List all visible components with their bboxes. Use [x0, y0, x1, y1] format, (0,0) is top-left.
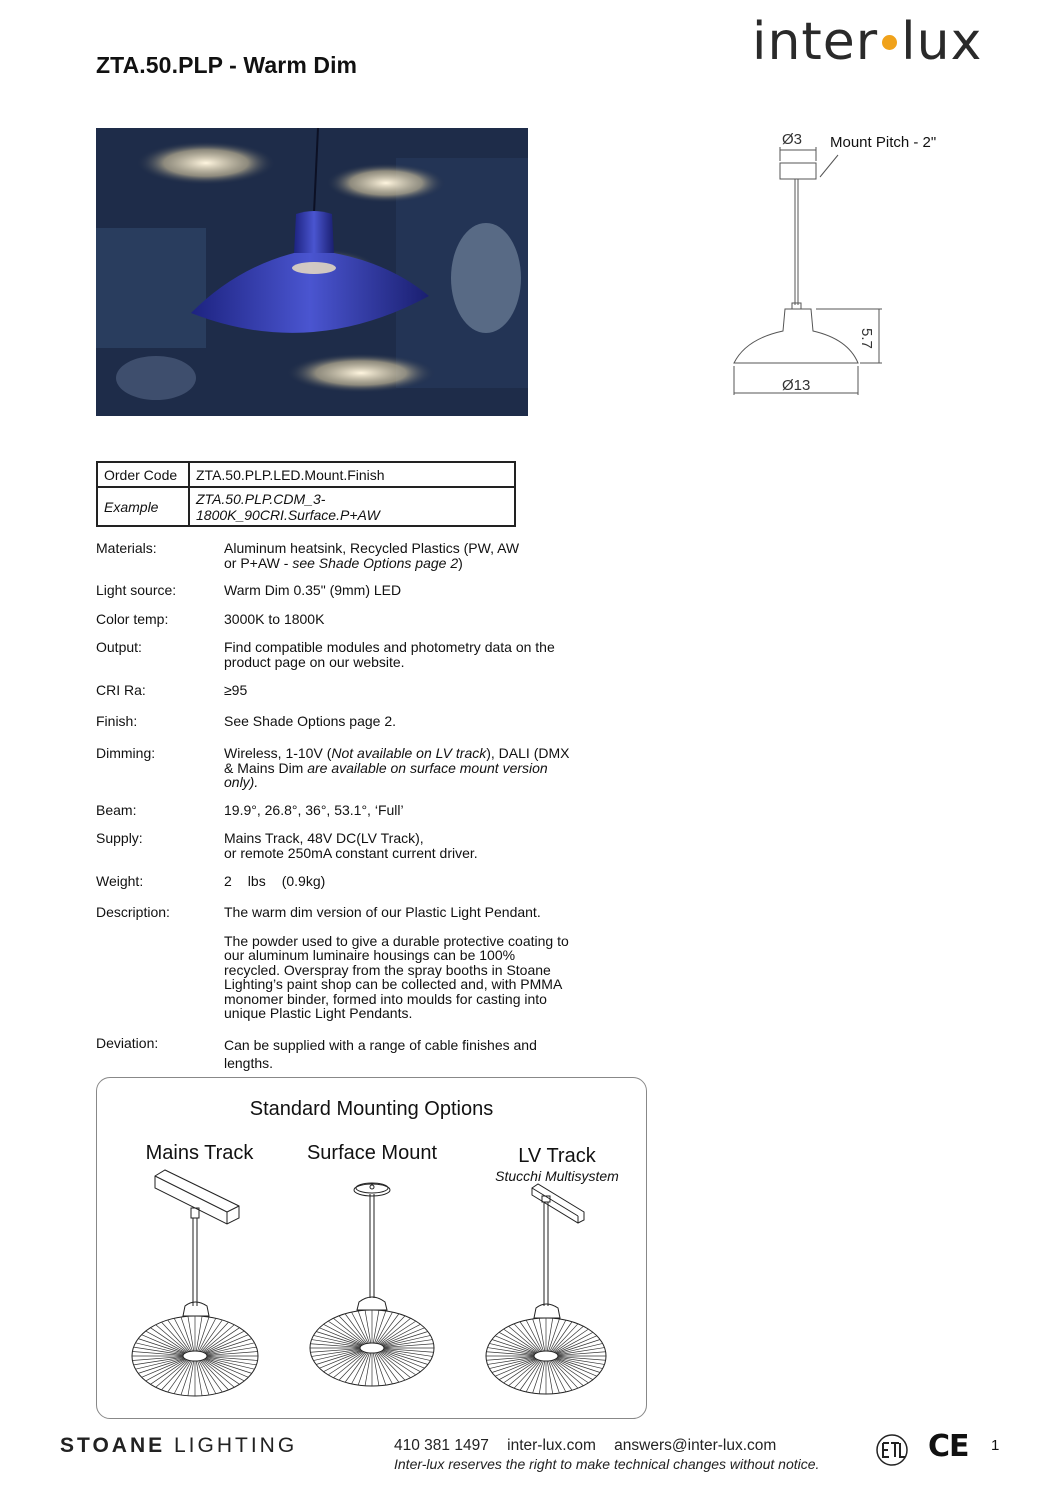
- footer-email[interactable]: answers@inter-lux.com: [614, 1437, 777, 1454]
- spec-value: 3000K to 1800K: [224, 611, 325, 627]
- weight-metric: (0.9kg): [281, 873, 326, 889]
- spec-value-note: only).: [224, 774, 259, 790]
- spec-value: recycled. Overspray from the spray booths in Stoane: [224, 961, 551, 978]
- spec-label: Weight:: [96, 873, 144, 889]
- table-row: [97, 487, 515, 526]
- spec-value: ): [458, 554, 463, 571]
- spec-value: Can be supplied with a range of cable finishes and: [224, 1037, 537, 1053]
- order-code-table: [96, 461, 516, 527]
- spec-value: lengths.: [224, 1055, 274, 1071]
- etl-certification-icon: [874, 1433, 910, 1472]
- spec-value: The powder used to give a durable protective coating to: [224, 932, 569, 949]
- lv-track-sublabel: Stucchi Multisystem: [495, 1168, 619, 1184]
- brand-light: LIGHTING: [173, 1434, 298, 1457]
- spec-value: 19.9°, 26.8°, 36°, 53.1°, ‘Full’: [224, 802, 404, 818]
- spec-value: product page on our website.: [224, 653, 405, 670]
- mains-track-pendant-illustration: [127, 1166, 277, 1411]
- page-title: ZTA.50.PLP - Warm Dim: [96, 52, 358, 78]
- lv-track-label: LV Track: [518, 1145, 596, 1167]
- spec-label: Deviation:: [96, 1035, 159, 1051]
- spec-label: CRI Ra:: [96, 682, 146, 698]
- product-photo: [96, 128, 528, 416]
- spec-label: Beam:: [96, 802, 137, 818]
- shade-diameter-label: Ø13: [782, 377, 811, 394]
- mount-pitch-label: Mount Pitch - 2": [830, 134, 937, 151]
- spec-value: unique Plastic Light Pendants.: [224, 1005, 413, 1021]
- spec-value: & Mains Dim: [224, 759, 308, 776]
- spec-label: Color temp:: [96, 611, 169, 627]
- example-label: Example: [97, 487, 189, 526]
- spec-value: Aluminum heatsink, Recycled Plastics (PW, AW: [224, 540, 520, 556]
- dimension-drawing: [720, 125, 960, 405]
- spec-value: Lighting’s paint shop can be collected and, with PMMA: [224, 976, 563, 992]
- logo-text-left: inter: [752, 12, 879, 72]
- footer-website[interactable]: inter-lux.com: [507, 1437, 596, 1454]
- spec-value: ), DALI (DMX: [486, 745, 570, 761]
- spec-value: The warm dim version of our Plastic Light Pendant.: [224, 904, 541, 920]
- weight-unit: lbs: [247, 873, 266, 889]
- spec-value: Find compatible modules and photometry data on the: [224, 639, 555, 655]
- spec-label: Dimming:: [96, 745, 156, 761]
- stoane-lighting-logo: [60, 1434, 297, 1458]
- spec-label: Description:: [96, 904, 170, 920]
- mounting-options-panel: [96, 1077, 647, 1419]
- spec-value: Mains Track, 48V DC(LV Track),: [224, 830, 424, 846]
- logo-text-right: lux: [901, 12, 983, 72]
- footer-contact: [394, 1437, 790, 1455]
- order-code-value: ZTA.50.PLP.LED.Mount.Finish: [189, 462, 515, 487]
- spec-value: our aluminum luminaire housings can be 100%: [224, 947, 516, 963]
- surface-mount-pendant-illustration: [297, 1170, 447, 1415]
- order-code-label: Order Code: [97, 462, 189, 487]
- table-row: [97, 462, 515, 487]
- footer-phone: 410 381 1497: [394, 1437, 489, 1454]
- spec-value-note: Not available on LV track: [331, 745, 487, 761]
- spec-label: Light source:: [96, 582, 177, 598]
- logo-dot: [882, 35, 897, 50]
- spec-value: monomer binder, formed into moulds for casting into: [224, 990, 547, 1007]
- spec-value: ≥95: [224, 682, 248, 698]
- example-value: ZTA.50.PLP.CDM_3-1800K_90CRI.Surface.P+AW: [189, 487, 515, 526]
- mains-track-label: Mains Track: [145, 1142, 254, 1164]
- mounting-options-title: Standard Mounting Options: [249, 1098, 494, 1120]
- spec-value-note: see Shade Options page 2: [292, 554, 459, 571]
- footer-disclaimer: Inter-lux reserves the right to make technical changes without notice.: [394, 1456, 820, 1472]
- spec-label: Finish:: [96, 713, 138, 729]
- spec-value: See Shade Options page 2.: [224, 713, 397, 729]
- mount-diameter-label: Ø3: [782, 131, 803, 148]
- spec-value: Warm Dim 0.35" (9mm) LED: [224, 582, 402, 598]
- page-number: 1: [991, 1437, 1000, 1454]
- spec-value: Wireless, 1-10V (: [224, 745, 332, 761]
- spec-label: Supply:: [96, 830, 143, 846]
- spec-value: or P+AW -: [224, 554, 293, 571]
- ce-mark-icon: CE: [928, 1429, 969, 1464]
- lv-track-pendant-illustration: [482, 1178, 632, 1423]
- spec-value-note: are available on surface mount version: [307, 759, 548, 776]
- brand-bold: STOANE: [60, 1434, 166, 1457]
- spec-label: Output:: [96, 639, 142, 655]
- surface-mount-label: Surface Mount: [306, 1142, 438, 1164]
- interlux-logo: [752, 12, 982, 72]
- height-label: 5.7: [858, 328, 875, 349]
- spec-label: Materials:: [96, 540, 157, 556]
- spec-value: or remote 250mA constant current driver.: [224, 844, 478, 861]
- weight-value: 2: [224, 873, 232, 889]
